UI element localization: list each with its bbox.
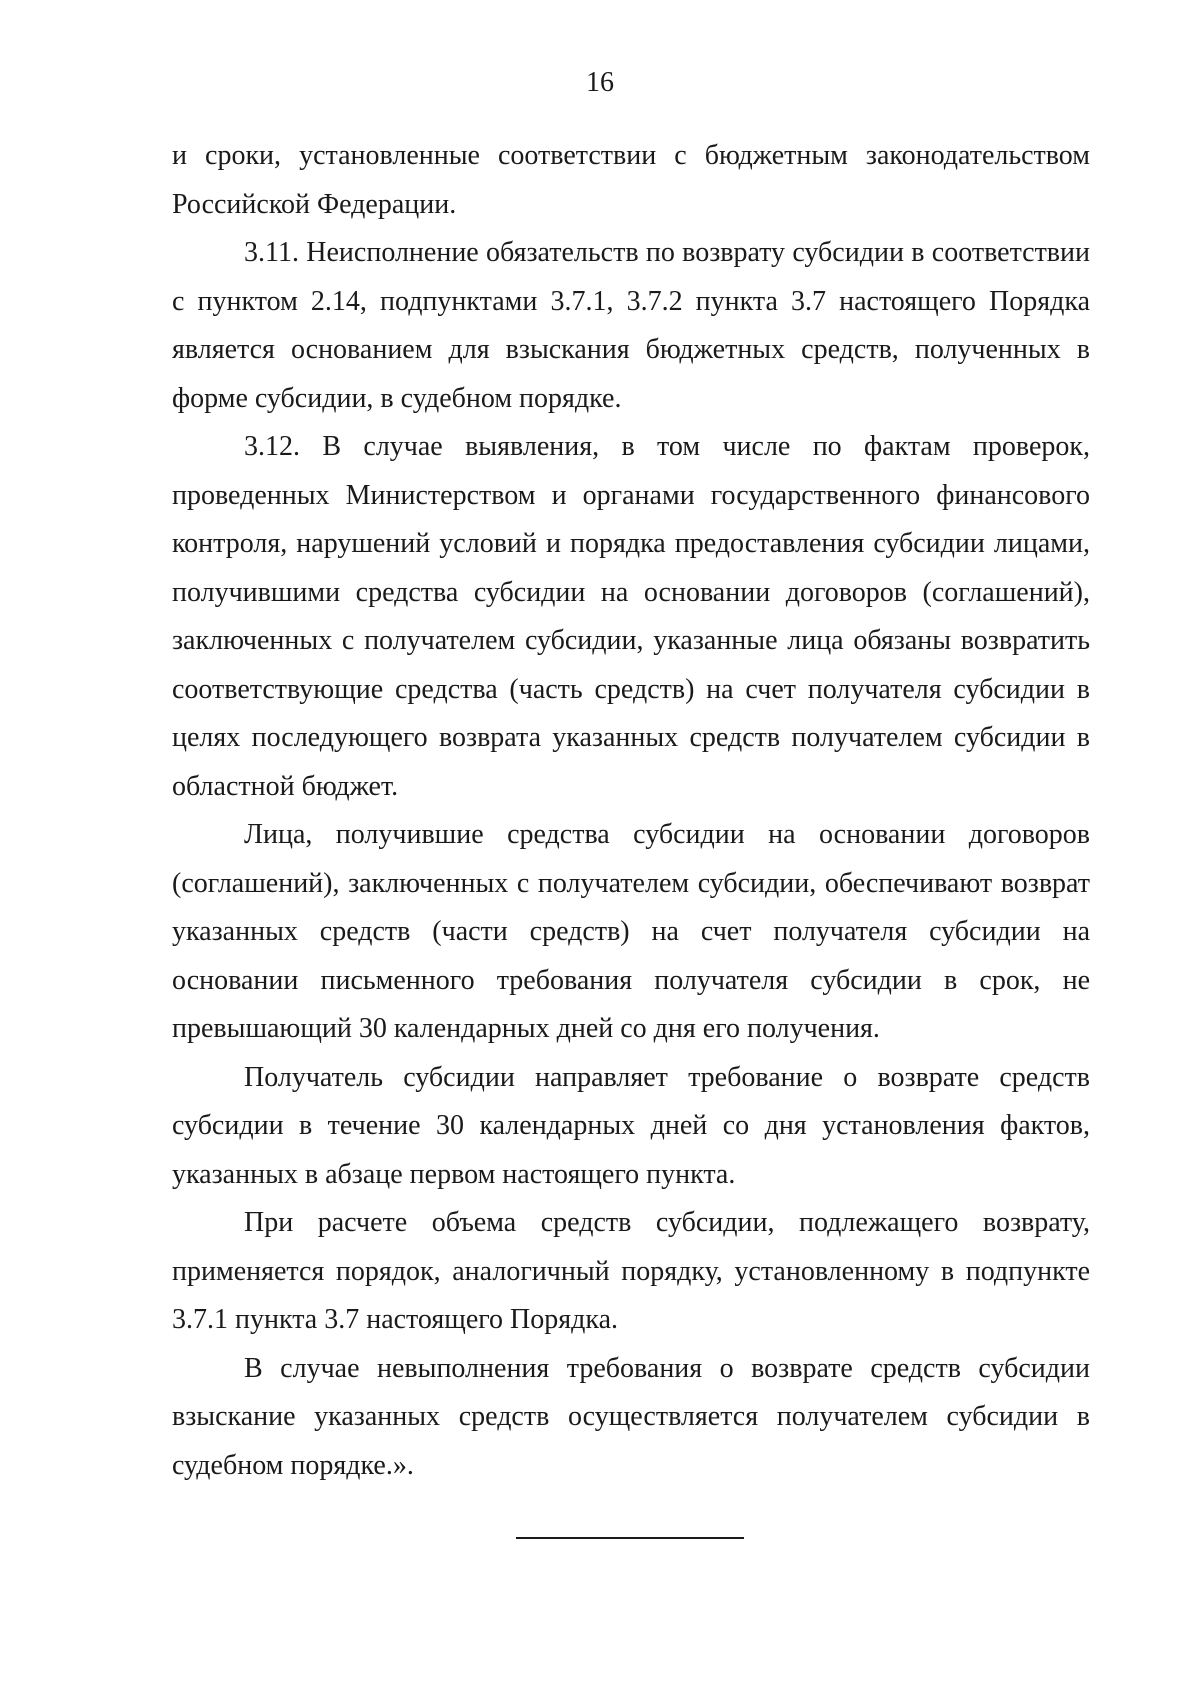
document-body (172, 132, 1090, 1490)
paragraph-court-recovery: В случае невыполнения требования о возврате средств субсидии взыскание указанных средств осуществляется получателем субсидии в судебном порядке.». (172, 1352, 1090, 1481)
paragraph-3-12: 3.12. В случае выявления, в том числе по фактам проверок, проведенных Министерством и органами государственного финансового контроля, нарушений условий и порядка предоставления субсидии лицами, получившими средства субсидии на основании договоров (соглашений), заключенных с получателем субсидии, указанные лица обязаны возвратить соответствующие средства (часть средств) на счет получателя субсидии в целях последующего возврата указанных средств получателем субсидии в областной бюджет. (172, 431, 1090, 802)
paragraph-return-demand: Получатель субсидии направляет требование о возврате средств субсидии в течение 30 календарных дней со дня установления фактов, указанных в абзаце первом настоящего пункта. (172, 1061, 1090, 1190)
paragraph-continuation: и сроки, установленные соответствии с бюджетным законодательством Российской Федерации. (172, 140, 1090, 220)
end-of-document-rule (516, 1537, 744, 1539)
page-number: 16 (586, 67, 614, 98)
paragraph-calculation: При расчете объема средств субсидии, подлежащего возврату, применяется порядок, аналогичный порядку, установленному в подпункте 3.7.1 пункта 3.7 настоящего Порядка. (172, 1207, 1090, 1335)
paragraph-recipients-return: Лица, получившие средства субсидии на основании договоров (соглашений), заключенных с получателем субсидии, обеспечивают возврат указанных средств (части средств) на счет получателя субсидии на основании письменного требования получателя субсидии в срок, не превышающий 30 календарных дней со дня его получения. (172, 819, 1090, 1044)
paragraph-3-11: 3.11. Неисполнение обязательств по возврату субсидии в соответствии с пунктом 2.14, подпунктами 3.7.1, 3.7.2 пункта 3.7 настоящего Порядка является основанием для взыскания бюджетных средств, полученных в форме субсидии, в судебном порядке. (172, 237, 1090, 414)
